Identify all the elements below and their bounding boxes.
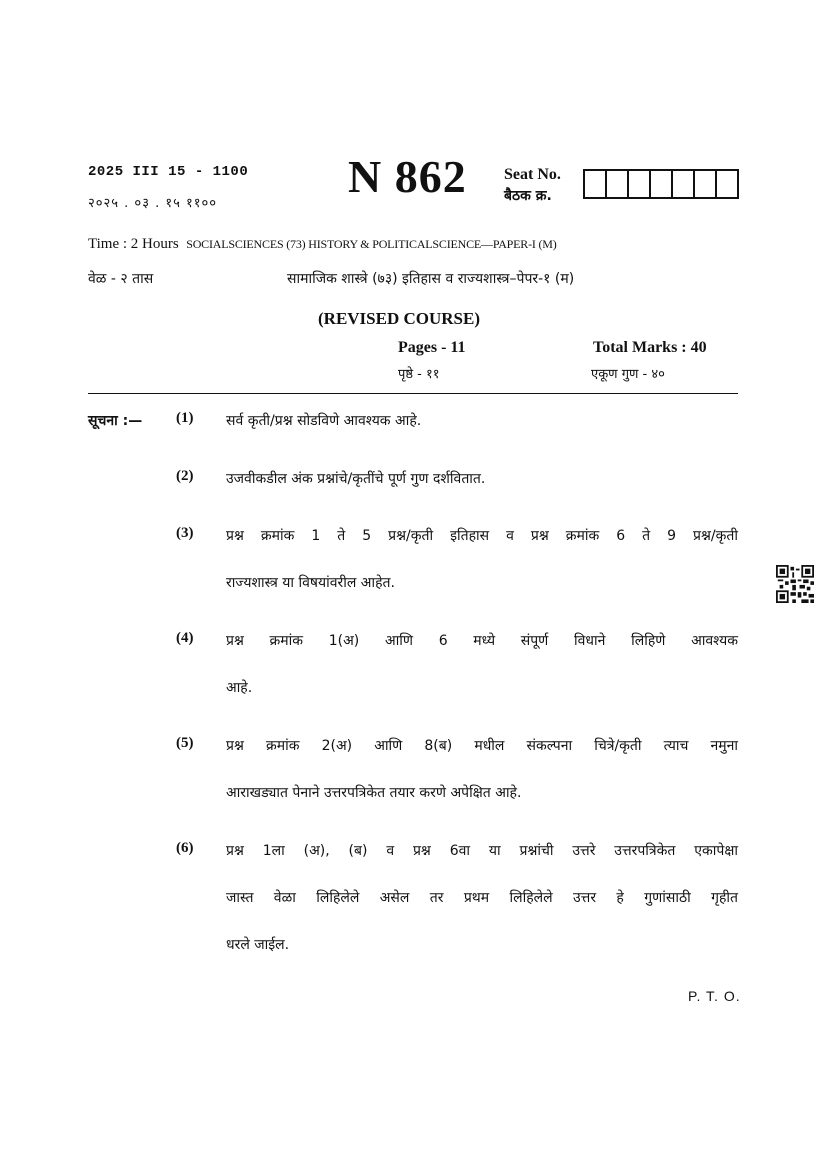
instruction-line: सर्व कृती/प्रश्न सोडविणे आवश्यक आहे. [226, 413, 422, 429]
instruction-line: प्रश्न क्रमांक 1 ते 5 प्रश्न/कृती इतिहास व प्रश्न क्रमांक 6 ते 9 प्रश्न/कृती [226, 528, 738, 544]
seat-digit-box[interactable] [695, 171, 717, 197]
subject-title-marathi: सामाजिक शास्त्रे (७३) इतिहास व राज्यशास्त्र–पेपर-१ (म) [287, 271, 575, 287]
instruction-number: (6) [176, 840, 194, 856]
seat-digit-box[interactable] [607, 171, 629, 197]
instruction-line: धरले जाईल. [226, 937, 290, 953]
instruction-line: राज्यशास्त्र या विषयांवरील आहेत. [226, 575, 395, 591]
seat-digit-box[interactable] [629, 171, 651, 197]
pages-count-marathi: पृष्ठे - ११ [398, 367, 440, 382]
instruction-number: (4) [176, 630, 194, 646]
instruction-line: प्रश्न 1ला (अ), (ब) व प्रश्न 6वा या प्रश्नांची उत्तरे उत्तरपत्रिकेत एकापेक्षा [226, 843, 738, 859]
instruction-line: प्रश्न क्रमांक 1(अ) आणि 6 मध्ये संपूर्ण विधाने लिहिणे आवश्यक [226, 633, 738, 649]
header-divider [88, 393, 738, 394]
instruction-line: आराखड्यात पेनाने उत्तरपत्रिकेत तयार करणे अपेक्षित आहे. [226, 785, 522, 801]
total-marks: Total Marks : 40 [593, 339, 707, 356]
seat-digit-box[interactable] [673, 171, 695, 197]
subject-title: SOCIALSCIENCES (73) HISTORY & POLITICALSCIENCE—PAPER-I (M) [186, 237, 557, 251]
please-turn-over: P. T. O. [688, 988, 741, 1004]
qr-code-icon [776, 565, 814, 603]
seat-digit-box[interactable] [717, 171, 737, 197]
instruction-line: आहे. [226, 680, 253, 696]
instructions-label: सूचना :— [88, 413, 143, 429]
course-label: (REVISED COURSE) [318, 309, 480, 328]
seat-digit-box[interactable] [651, 171, 673, 197]
seat-no-label: Seat No. [504, 166, 561, 183]
time-label: Time : 2 Hours [88, 236, 179, 252]
seat-number-boxes[interactable] [583, 169, 739, 199]
instruction-number: (1) [176, 410, 194, 426]
instruction-number: (2) [176, 468, 194, 484]
instruction-line: उजवीकडील अंक प्रश्नांचे/कृतींचे पूर्ण गुण दर्शवितात. [226, 471, 486, 487]
pages-count: Pages - 11 [398, 339, 466, 356]
instruction-number: (3) [176, 525, 194, 541]
exam-date-code-marathi: २०२५ . ०३ . १५ ११०० [88, 196, 218, 211]
time-label-marathi: वेळ - २ तास [88, 271, 154, 287]
paper-code: N 862 [348, 151, 467, 202]
seat-digit-box[interactable] [585, 171, 607, 197]
total-marks-marathi: एकूण गुण - ४० [591, 367, 665, 382]
instruction-number: (5) [176, 735, 194, 751]
time-and-subject [88, 236, 557, 253]
seat-no-label-marathi: बैठक क्र. [504, 188, 552, 204]
exam-date-code: 2025 III 15 - 1100 [88, 164, 249, 180]
instruction-line: प्रश्न क्रमांक 2(अ) आणि 8(ब) मधील संकल्पना चित्रे/कृती त्याच नमुना [226, 738, 738, 754]
instruction-line: जास्त वेळा लिहिलेले असेल तर प्रथम लिहिलेले उत्तर हे गुणांसाठी गृहीत [226, 890, 738, 906]
